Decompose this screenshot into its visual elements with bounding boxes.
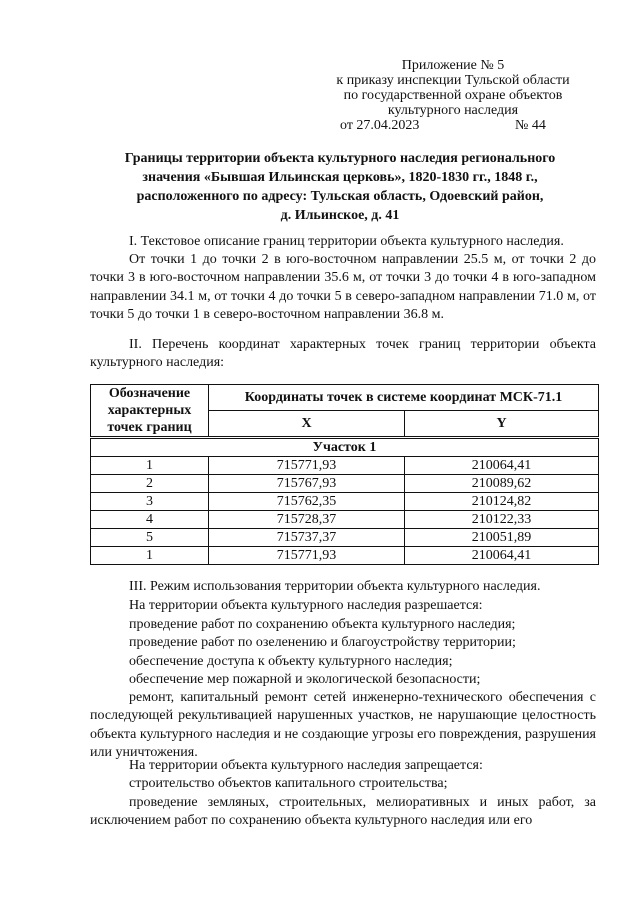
forbidden-item: строительство объектов капитального строительства;: [129, 776, 448, 791]
x-cell: 715767,93: [209, 475, 405, 493]
section-label: Участок 1: [91, 438, 599, 457]
point-cell: 4: [91, 511, 209, 529]
x-cell: 715771,93: [209, 457, 405, 475]
document-title: [80, 149, 600, 225]
forbidden-intro: На территории объекта культурного наследия запрещается:: [129, 758, 483, 773]
allowed-intro: На территории объекта культурного наследия разрешается:: [129, 598, 483, 613]
y-cell: 210089,62: [405, 475, 599, 493]
title-line: Границы территории объекта культурного наследия регионального: [124, 151, 556, 166]
table-row: [91, 493, 599, 511]
y-cell: 210064,41: [405, 457, 599, 475]
x-cell: 715728,37: [209, 511, 405, 529]
title-line: д. Ильинское, д. 41: [280, 208, 400, 223]
allowed-item: ремонт, капитальный ремонт сетей инженерно-технического обеспечения с последующей рекультивацией нарушенных участков, не нарушающие целостность объекта культурного наследия и не создающие угрозы его повреждения, разрушения или уничтожения.: [90, 690, 596, 760]
section2-heading: II. Перечень координат характерных точек границ территории объекта культурного наследия:: [90, 337, 596, 371]
y-cell: 210124,82: [405, 493, 599, 511]
table-row: [91, 511, 599, 529]
table-row: [91, 547, 599, 565]
x-column-header: X: [209, 410, 405, 437]
point-column-header: Обозначение характерных точек границ: [91, 385, 209, 438]
point-cell: 2: [91, 475, 209, 493]
appendix-line: культурного наследия: [387, 103, 519, 118]
allowed-item: проведение работ по сохранению объекта культурного наследия;: [129, 617, 516, 632]
order-number: № 44: [515, 118, 546, 133]
allowed-item: обеспечение мер пожарной и экологической безопасности;: [129, 672, 481, 687]
allowed-item: обеспечение доступа к объекту культурного наследия;: [129, 654, 453, 669]
point-cell: 3: [91, 493, 209, 511]
title-line: значения «Бывшая Ильинская церковь», 1820-1830 гг., 1848 г.,: [142, 170, 538, 185]
allowed-item: проведение работ по озеленению и благоустройству территории;: [129, 635, 516, 650]
table-row: [91, 529, 599, 547]
coordinates-table: [90, 384, 599, 565]
title-line: расположенного по адресу: Тульская область, Одоевский район,: [136, 189, 544, 204]
point-cell: 1: [91, 547, 209, 565]
appendix-line: Приложение № 5: [401, 58, 505, 73]
table-row: [91, 457, 599, 475]
y-cell: 210122,33: [405, 511, 599, 529]
section3-heading: III. Режим использования территории объекта культурного наследия.: [129, 579, 541, 594]
section1-heading: I. Текстовое описание границ территории объекта культурного наследия.: [129, 234, 564, 249]
appendix-line: по государственной охране объектов: [343, 88, 563, 103]
table-row: [91, 475, 599, 493]
x-cell: 715771,93: [209, 547, 405, 565]
section1-text: От точки 1 до точки 2 в юго-восточном направлении 25.5 м, от точки 2 до точки 3 в юго-восточном направлении 35.6 м, от точки 3 до точки 4 в юго-западном направлении 34.1 м, от точки 4 до точки 5 в северо-западном направлении 71.0 м, от точки 5 до точки 1 в северо-восточном направлении 36.8 м.: [90, 252, 596, 322]
y-cell: 210051,89: [405, 529, 599, 547]
appendix-line: к приказу инспекции Тульской области: [336, 73, 570, 88]
point-cell: 5: [91, 529, 209, 547]
coords-header: Координаты точек в системе координат МСК-71.1: [209, 385, 599, 411]
x-cell: 715762,35: [209, 493, 405, 511]
y-cell: 210064,41: [405, 547, 599, 565]
point-cell: 1: [91, 457, 209, 475]
order-date: от 27.04.2023: [340, 118, 420, 133]
forbidden-item: проведение земляных, строительных, мелиоративных и иных работ, за исключением работ по сохранению объекта культурного наследия или его: [90, 795, 596, 829]
appendix-block: [318, 58, 588, 118]
y-column-header: Y: [405, 410, 599, 437]
x-cell: 715737,37: [209, 529, 405, 547]
